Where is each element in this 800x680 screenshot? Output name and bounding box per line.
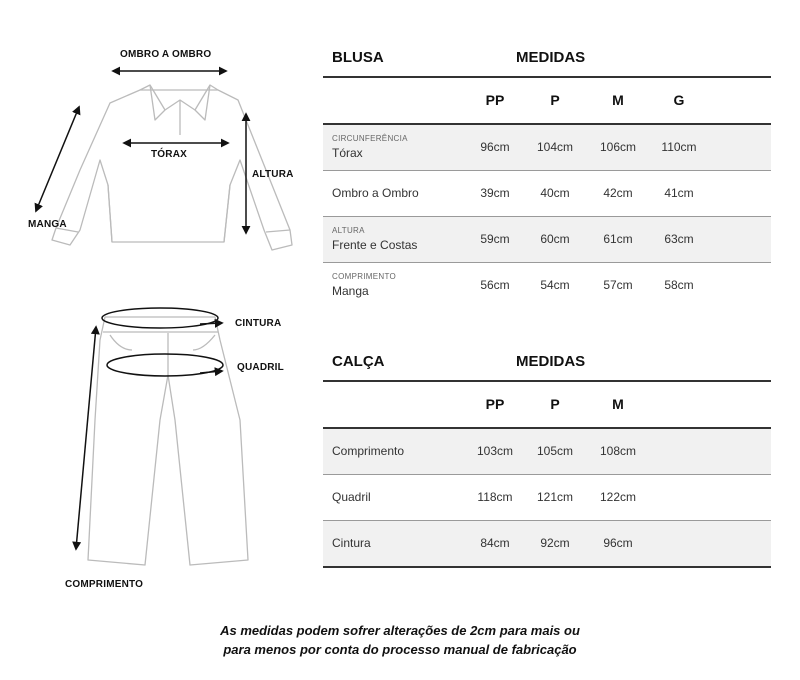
blusa-table-header [323,46,771,78]
calca-table-header [323,350,771,382]
shirt-illustration [52,85,292,250]
blusa-size-table [323,46,771,308]
value-cell: 63cm [664,232,694,246]
cintura-ellipse [102,308,218,328]
value-cell: 57cm [603,278,633,292]
label-torax: TÓRAX [151,149,187,160]
row-label: Comprimento [332,444,405,458]
value-cell: 84cm [480,536,510,550]
value-cell: 39cm [480,186,510,200]
table-row [323,521,771,568]
value-cell: 104cm [536,140,574,154]
size-p: P [550,396,560,412]
row-label: Cintura [332,536,371,550]
value-cell: 58cm [664,278,694,292]
value-cell: 61cm [603,232,633,246]
size-m: M [612,92,624,108]
blusa-measures-heading: MEDIDAS [516,49,586,66]
label-comprimento: COMPRIMENTO [65,579,144,590]
value-cell: 42cm [603,186,633,200]
value-cell: 121cm [536,490,574,504]
table-row [323,171,771,217]
value-cell: 96cm [480,140,510,154]
value-cell: 54cm [540,278,570,292]
row-sublabel: COMPRIMENTO [332,272,397,281]
row-label: Ombro a Ombro [332,186,419,200]
table-row [323,429,771,475]
table-row [323,263,771,308]
table-row [323,475,771,521]
label-cintura: CINTURA [235,318,282,329]
blusa-title: BLUSA [332,49,384,66]
label-quadril: QUADRIL [237,362,284,373]
calca-title: CALÇA [332,353,385,370]
value-cell: 40cm [540,186,570,200]
disclaimer-line-2: para menos por conta do processo manual de fabricação [223,642,577,657]
value-cell: 105cm [536,444,574,458]
value-cell: 41cm [664,186,694,200]
row-label: Manga [332,284,369,298]
label-altura: ALTURA [252,169,294,180]
row-label: Quadril [332,490,371,504]
row-label: Frente e Costas [332,238,418,252]
row-sublabel: CIRCUNFERÊNCIA [332,134,408,143]
label-ombro-a-ombro: OMBRO A OMBRO [120,49,212,60]
disclaimer-note [0,621,800,659]
comprimento-arrow [76,327,96,549]
value-cell: 92cm [540,536,570,550]
value-cell: 106cm [599,140,637,154]
blusa-sizes-row [323,78,771,125]
garment-diagrams [0,0,310,600]
size-m: M [612,396,624,412]
label-manga: MANGA [28,219,67,230]
value-cell: 56cm [480,278,510,292]
value-cell: 118cm [477,490,513,504]
value-cell: 108cm [599,444,637,458]
calca-measures-heading: MEDIDAS [516,353,586,370]
size-pp: PP [485,396,505,412]
value-cell: 96cm [603,536,633,550]
value-cell: 59cm [480,232,510,246]
row-label: Tórax [332,146,363,160]
size-g: G [673,92,685,108]
value-cell: 60cm [540,232,570,246]
table-row [323,217,771,263]
value-cell: 103cm [476,444,514,458]
size-p: P [550,92,560,108]
disclaimer-line-1: As medidas podem sofrer alterações de 2cm para mais ou [220,623,580,638]
size-pp: PP [485,92,505,108]
value-cell: 122cm [599,490,637,504]
manga-arrow [36,107,79,211]
row-sublabel: ALTURA [332,226,365,235]
value-cell: 110cm [661,140,697,154]
calca-sizes-row [323,382,771,429]
table-row [323,125,771,171]
calca-size-table [323,350,771,568]
